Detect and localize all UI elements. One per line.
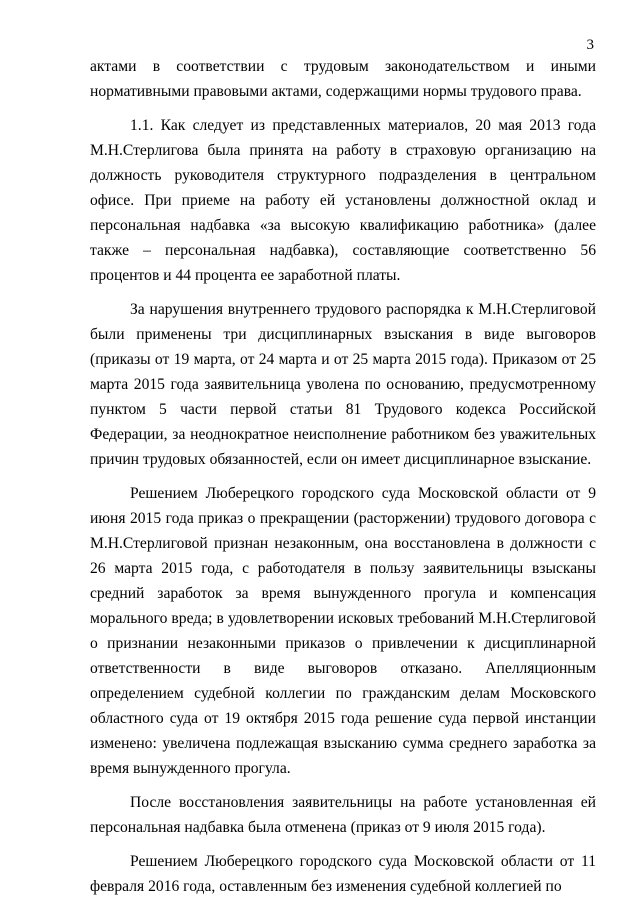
paragraph-continuation: актами в соответствии с трудовым законодательством и иными нормативными правовыми актами, содержащими нормы трудового права. (90, 58, 596, 100)
paragraph-1-1: 1.1. Как следует из представленных материалов, 20 мая 2013 года М.Н.Стерлигова была принята на работу в страховую организацию на должность руководителя структурного подразделения в центральном офисе. При приеме на работу ей установлены должностной оклад и персональная надбавка «за высокую квалификацию работника» (далее также – персональная надбавка), составляющие соответственно 56 процентов и 44 процента ее заработной платы. (90, 117, 596, 284)
paragraph-reinstatement: После восстановления заявительницы на работе установленная ей персональная надбавка была отменена (приказ от 9 июля 2015 года). (90, 794, 596, 836)
paragraph-second-decision: Решением Люберецкого городского суда Московской области от 11 февраля 2016 года, оставленным без изменения судебной коллегией по (90, 853, 596, 895)
paragraph-court-decision: Решением Люберецкого городского суда Московской области от 9 июня 2015 года приказ о прекращении (расторжении) трудового договора с М.Н.Стерлиговой признан незаконным, она восстановлена в должности с 26 марта 2015 года, с работодателя в пользу заявительницы взысканы средний заработок за время вынужденного прогула и компенсация морального вреда; в удовлетворении исковых требований М.Н.Стерлиговой о признании незаконными приказов о привлечении к дисциплинарной ответственности в виде выговоров отказано. Апелляционным определением судебной коллегии по гражданским делам Московского областного суда от 19 октября 2015 года решение суда первой инстанции изменено: увеличена подлежащая взысканию сумма среднего заработка за время вынужденного прогула. (90, 485, 596, 777)
document-body (90, 54, 596, 899)
paragraph-disciplinary: За нарушения внутреннего трудового распорядка к М.Н.Стерлиговой были применены три дисциплинарных взыскания в виде выговоров (приказы от 19 марта, от 24 марта и от 25 марта 2015 года). Приказом от 25 марта 2015 года заявительница уволена по основанию, предусмотренному пунктом 5 части первой статьи 81 Трудового кодекса Российской Федерации, за неоднократное неисполнение работником без уважительных причин трудовых обязанностей, если он имеет дисциплинарное взыскание. (90, 301, 596, 468)
page-number: 3 (586, 37, 594, 53)
